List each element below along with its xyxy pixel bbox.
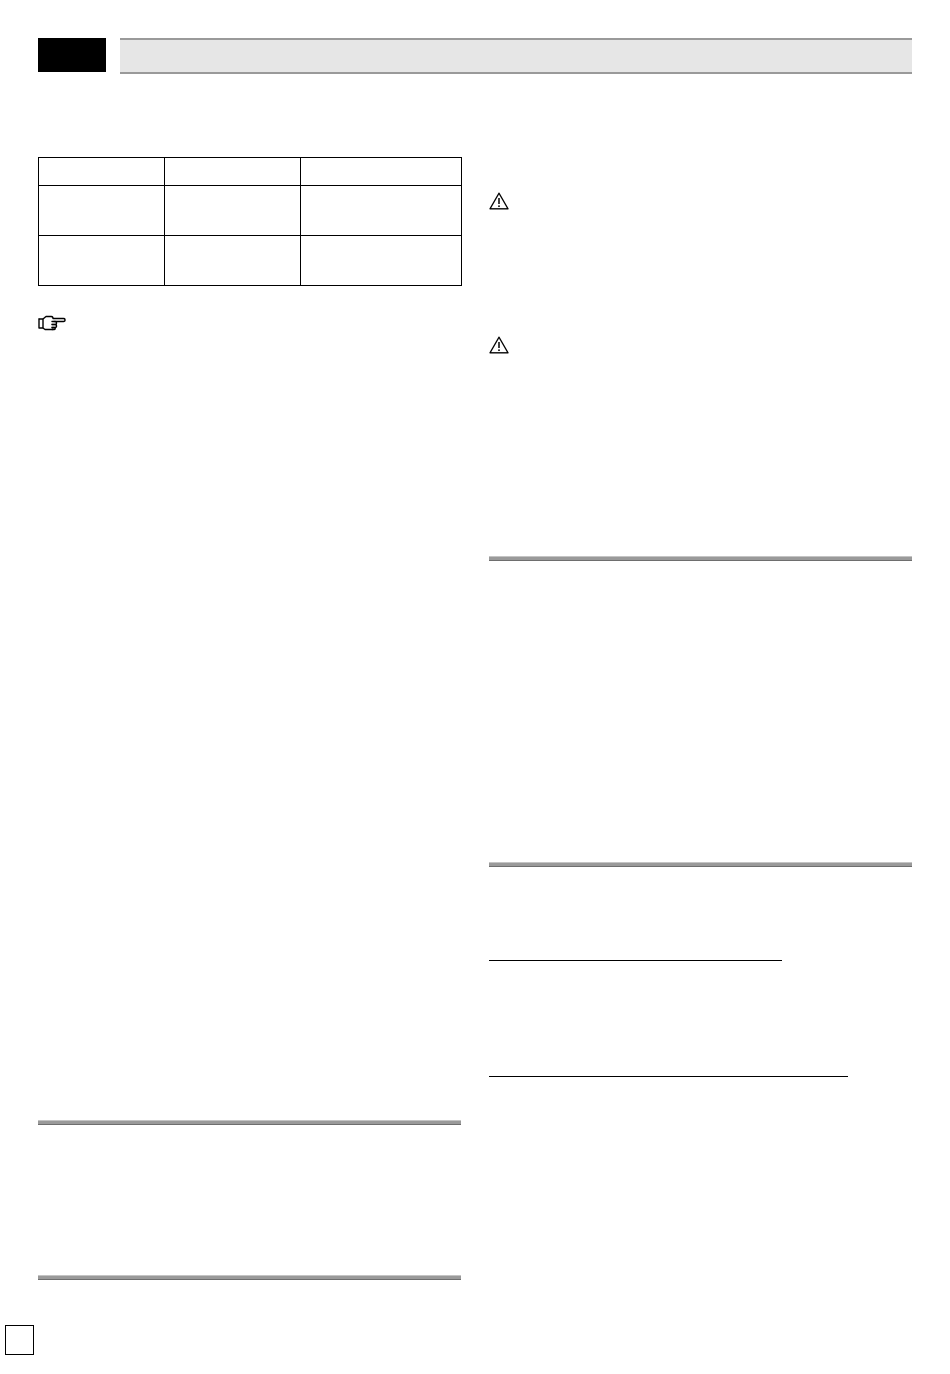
table-cell bbox=[301, 236, 462, 286]
page-number-box bbox=[5, 1325, 34, 1355]
table-header-cell bbox=[165, 158, 301, 186]
table-row bbox=[39, 236, 462, 286]
table-header-row bbox=[39, 158, 462, 186]
data-table bbox=[38, 157, 462, 286]
table-header-cell bbox=[39, 158, 165, 186]
section-divider bbox=[38, 1120, 461, 1125]
table-cell bbox=[39, 186, 165, 236]
section-divider bbox=[489, 862, 912, 867]
section-header-bar bbox=[120, 38, 912, 74]
underline-rule bbox=[489, 1076, 848, 1077]
warning-triangle-icon bbox=[489, 336, 509, 354]
section-divider bbox=[38, 1275, 461, 1280]
table-cell bbox=[39, 236, 165, 286]
table-cell bbox=[165, 186, 301, 236]
section-divider bbox=[489, 556, 912, 561]
pointing-hand-icon bbox=[38, 314, 66, 332]
table-header-cell bbox=[301, 158, 462, 186]
table-cell bbox=[165, 236, 301, 286]
table-cell bbox=[301, 186, 462, 236]
chapter-tab bbox=[38, 38, 106, 72]
underline-rule bbox=[489, 960, 782, 961]
table-row bbox=[39, 186, 462, 236]
warning-triangle-icon bbox=[489, 192, 509, 210]
